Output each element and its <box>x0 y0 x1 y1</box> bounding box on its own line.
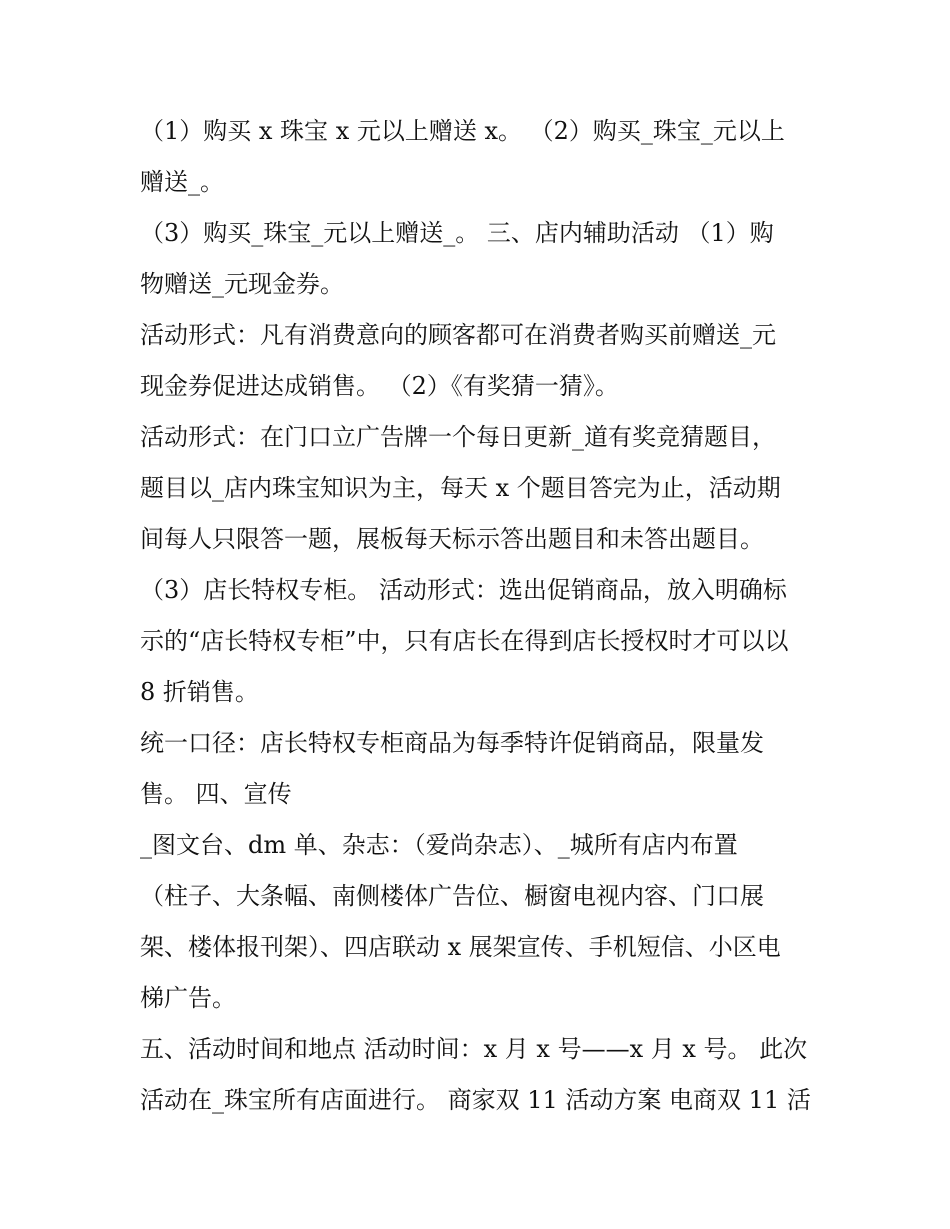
text-line: 现金券促进达成销售。 （2）《有奖猜一猜》。 <box>140 372 619 400</box>
text-line: 题目以_店内珠宝知识为主，每天 x 个题目答完为止，活动期 <box>140 474 781 502</box>
text-line: 活动形式：在门口立广告牌一个每日更新_道有奖竞猜题目， <box>140 423 776 451</box>
text-line: 活动形式：凡有消费意向的顾客都可在消费者购买前赠送_元 <box>140 321 776 349</box>
text-line: （1）购买 x 珠宝 x 元以上赠送 x。 （2）购买_珠宝_元以上 <box>140 117 785 145</box>
text-line: 统一口径：店长特权专柜商品为每季特许促销商品，限量发 <box>140 729 764 757</box>
text-line: 物赠送_元现金券。 <box>140 270 344 298</box>
text-line: 8 折销售。 <box>140 678 259 706</box>
text-line: _图文台、dm 单、杂志：（爱尚杂志）、_城所有店内布置 <box>140 831 738 859</box>
text-line: 赠送_。 <box>140 168 224 196</box>
text-line: 五、活动时间和地点 活动时间：x 月 x 号——x 月 x 号。 此次 <box>140 1035 808 1063</box>
text-line: 活动在_珠宝所有店面进行。 商家双 11 活动方案 电商双 11 活 <box>140 1086 811 1114</box>
text-line: 售。 四、宣传 <box>140 780 292 808</box>
text-line: （柱子、大条幅、南侧楼体广告位、橱窗电视内容、门口展 <box>140 882 764 910</box>
text-line: 示的“店长特权专柜”中，只有店长在得到店长授权时才可以以 <box>140 627 789 655</box>
text-line: 架、楼体报刊架）、四店联动 x 展架宣传、手机短信、小区电 <box>140 933 781 961</box>
text-line: （3）店长特权专柜。 活动形式：选出促销商品，放入明确标 <box>140 576 787 604</box>
text-line: （3）购买_珠宝_元以上赠送_。 三、店内辅助活动 （1）购 <box>140 219 774 247</box>
document-body <box>140 106 820 1126</box>
text-line: 间每人只限答一题，展板每天标示答出题目和未答出题目。 <box>140 525 764 553</box>
text-line: 梯广告。 <box>140 984 236 1012</box>
